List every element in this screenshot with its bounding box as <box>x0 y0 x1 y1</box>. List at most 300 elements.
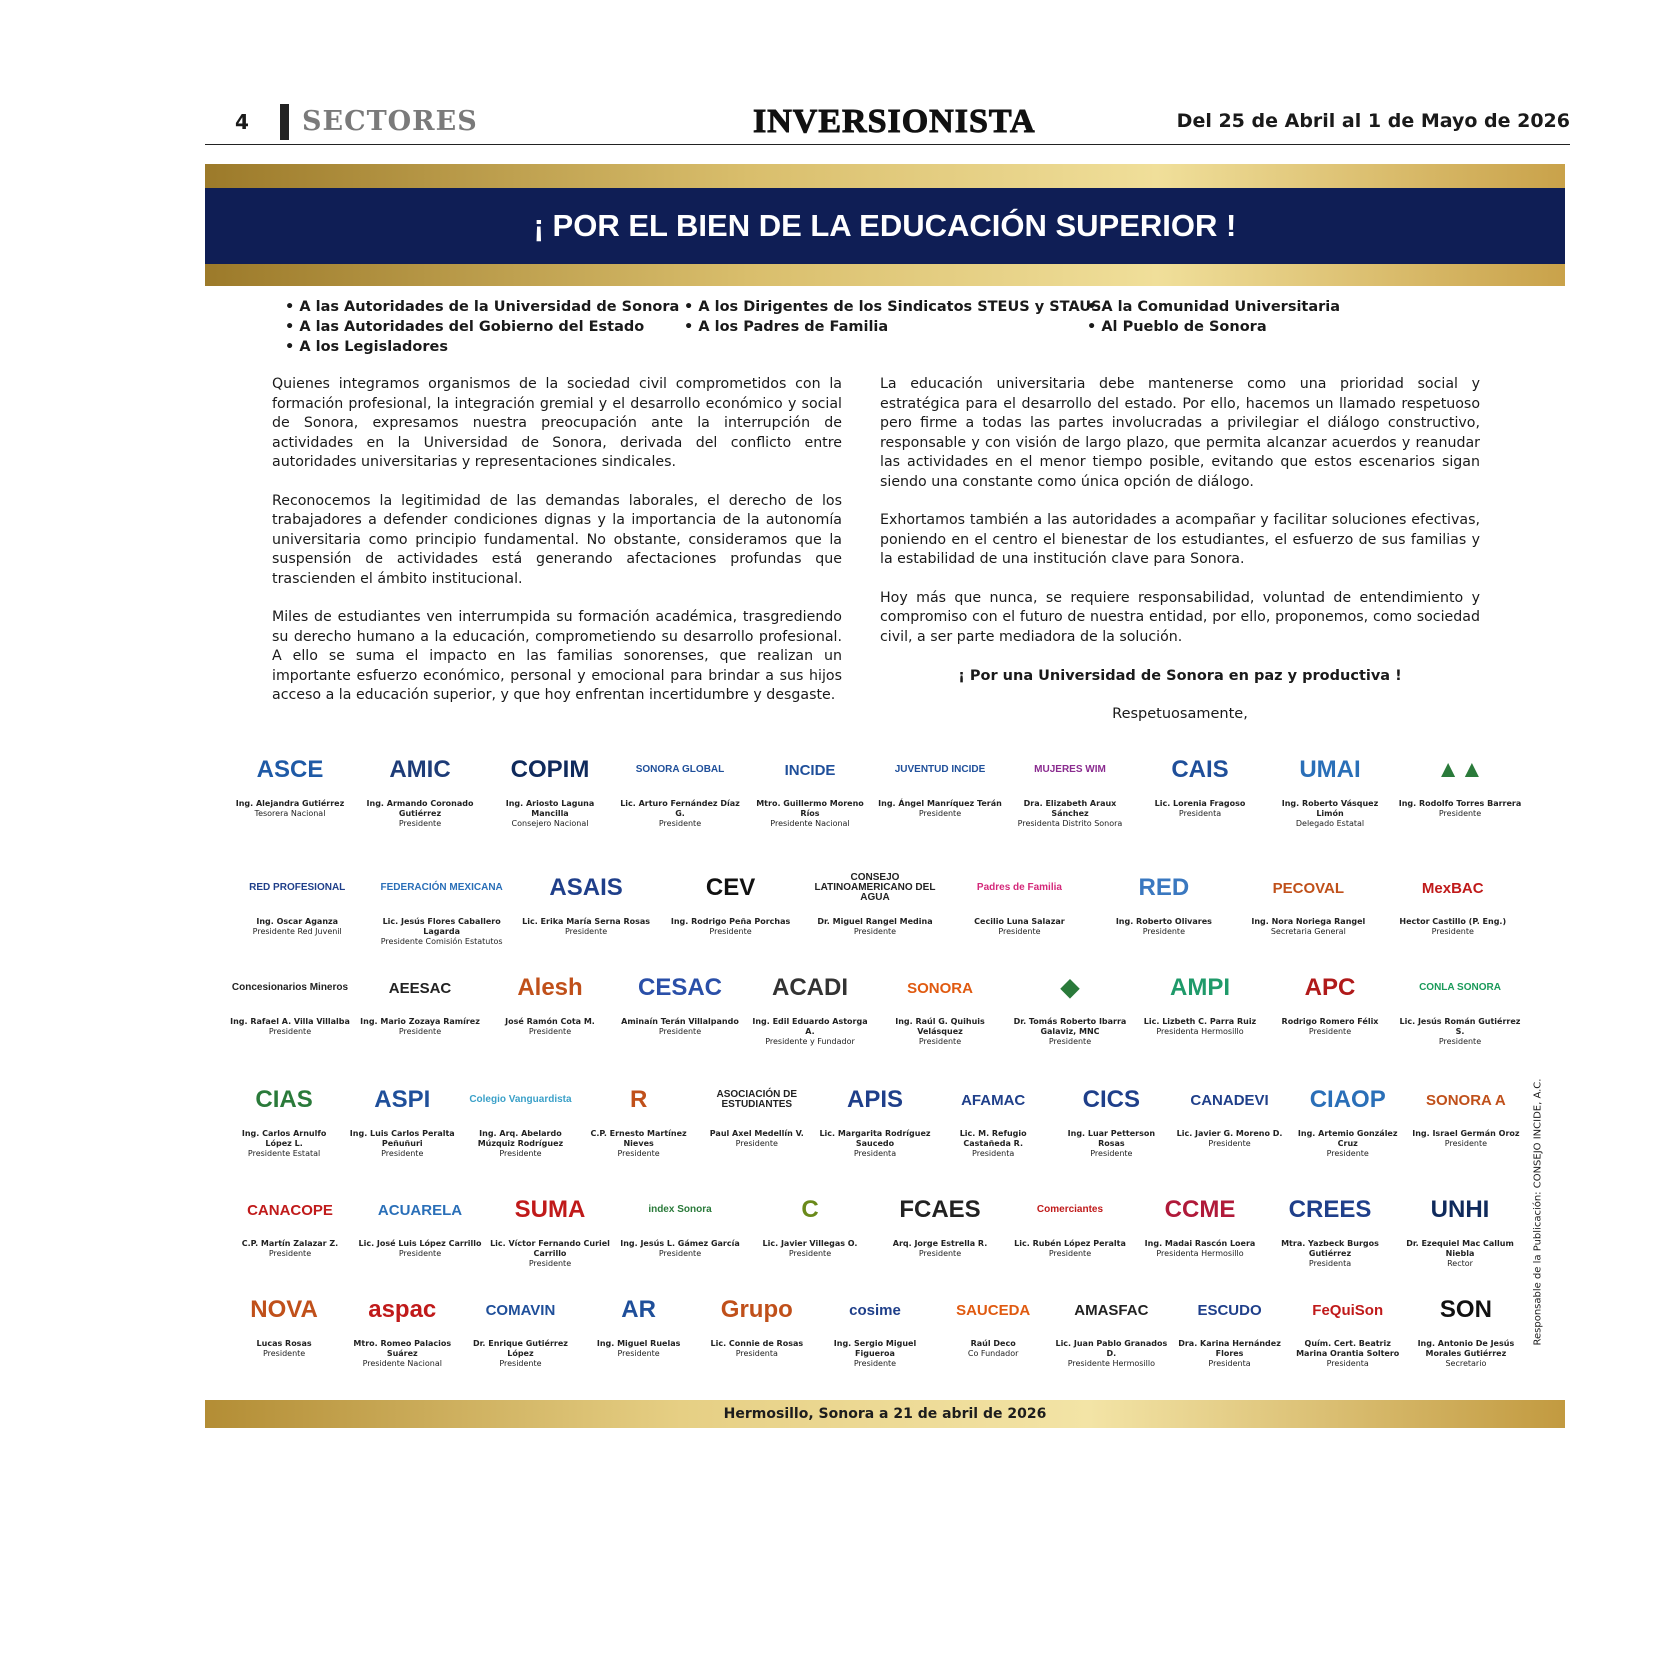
signatory-name: Lic. José Luis López Carrillo <box>358 1239 482 1248</box>
signatory-name: Ing. Jesús L. Gámez García <box>620 1239 740 1248</box>
org-signatory <box>819 1129 931 1159</box>
signatory-role: Presidente <box>262 1349 306 1358</box>
signatory-role: Presidente <box>1438 809 1482 818</box>
org-logo: CANADEVI <box>1190 1091 1269 1109</box>
org-card <box>1268 745 1392 829</box>
org-card <box>1173 1285 1285 1369</box>
signatory-name: Ing. Oscar Aganza <box>256 917 339 926</box>
org-logo: ACADI <box>772 974 848 1001</box>
org-card <box>358 963 482 1037</box>
signatory-role: Presidenta <box>1178 809 1222 818</box>
org-card <box>488 745 612 829</box>
org-card <box>583 1285 695 1359</box>
org-signatory <box>937 1129 1049 1159</box>
org-card <box>1138 963 1262 1037</box>
signatory-name: Ing. Nora Noriega Rangel <box>1251 917 1366 926</box>
signatory-name: Lucas Rosas <box>256 1339 312 1348</box>
title-banner <box>205 188 1565 264</box>
org-card <box>1268 1185 1392 1269</box>
signatory-role: Presidente <box>1048 1249 1092 1258</box>
signatory-role: Rector <box>1447 1259 1473 1268</box>
org-logo: Padres de Familia <box>976 882 1062 893</box>
org-card <box>937 1285 1049 1359</box>
org-signatory <box>1138 1017 1262 1037</box>
org-signatory <box>1398 799 1522 819</box>
org-card <box>878 745 1002 819</box>
gold-stripe-bottom <box>205 264 1565 286</box>
org-logo: index Sonora <box>648 1204 712 1215</box>
org-logo: CONSEJO LATINOAMERICANO DEL AGUA <box>814 872 936 903</box>
org-logo: Comerciantes <box>1036 1204 1104 1215</box>
org-card <box>346 1075 458 1159</box>
addressee: • A las Autoridades del Gobierno del Estado <box>285 317 679 337</box>
org-logo: SUMA <box>514 1196 586 1223</box>
org-row <box>228 745 1528 845</box>
org-logo: CANACOPE <box>247 1201 333 1219</box>
signatory-name: Ing. Roberto Olivares <box>1115 917 1212 926</box>
org-logo: SONORA GLOBAL <box>635 764 725 775</box>
signatory-role: Presidente <box>564 927 608 936</box>
org-card <box>701 1075 813 1149</box>
org-card <box>618 1185 742 1259</box>
org-signatory <box>517 917 655 937</box>
org-card <box>464 1075 576 1159</box>
addressee: • Al Pueblo de Sonora <box>1087 317 1340 337</box>
org-row <box>228 1075 1528 1175</box>
org-signatory <box>1138 799 1262 819</box>
org-signatory <box>1398 1017 1522 1047</box>
signatory-name: Arq. Jorge Estrella R. <box>892 1239 988 1248</box>
signatory-role: Presidente <box>268 1249 312 1258</box>
org-logo: ASCE <box>256 756 324 783</box>
org-card <box>748 1185 872 1259</box>
org-logo: SONORA A <box>1426 1091 1506 1109</box>
signatory-role: Presidente <box>1090 1149 1133 1158</box>
signatory-role: Presidente <box>709 927 752 936</box>
org-card <box>1398 745 1522 819</box>
org-signatory <box>1008 799 1132 829</box>
signatory-name: Lic. Rubén López Peralta <box>1014 1239 1126 1248</box>
org-signatory <box>1055 1129 1167 1159</box>
org-signatory <box>806 917 944 937</box>
org-signatory <box>228 1017 352 1037</box>
org-signatory <box>661 917 799 937</box>
org-logo: ASAIS <box>549 874 623 901</box>
org-signatory <box>1398 1239 1522 1269</box>
signatory-name: Raúl Deco <box>970 1339 1016 1348</box>
org-logo: APIS <box>846 1086 903 1113</box>
issue-date: Del 25 de Abril al 1 de Mayo de 2026 <box>1176 110 1570 132</box>
addressees-col1 <box>285 297 679 357</box>
org-card <box>806 863 944 937</box>
signatory-name: Dr. Tomás Roberto Ibarra Galaviz, MNC <box>1013 1017 1127 1036</box>
org-card <box>748 745 872 829</box>
org-card <box>878 1185 1002 1259</box>
signatory-role: Presidente <box>499 1149 542 1158</box>
org-signatory <box>618 1017 742 1037</box>
org-signatory <box>228 799 352 819</box>
org-logo: ASPI <box>374 1086 431 1113</box>
org-card <box>358 745 482 829</box>
signatory-role: Presidente <box>528 1259 572 1268</box>
org-row <box>228 863 1528 963</box>
signatory-name: Ing. Ariosto Laguna Mancilla <box>505 799 595 818</box>
org-logo: CIAS <box>255 1086 313 1113</box>
org-signatory <box>1095 917 1233 937</box>
org-logo: PECOVAL <box>1272 879 1345 897</box>
org-card <box>1268 963 1392 1037</box>
org-signatory <box>1292 1129 1404 1159</box>
org-card <box>228 1285 340 1359</box>
signatory-name: Ing. Ángel Manríquez Terán <box>878 799 1002 808</box>
signatory-role: Presidente <box>1308 1027 1352 1036</box>
org-logo: NOVA <box>250 1296 318 1323</box>
signatory-name: Dr. Ezequiel Mac Callum Niebla <box>1406 1239 1514 1258</box>
org-card <box>819 1075 931 1159</box>
gold-stripe-top <box>205 164 1565 188</box>
org-signatory <box>1410 1339 1522 1369</box>
signatory-name: Ing. Armando Coronado Gutiérrez <box>366 799 474 818</box>
org-card <box>1095 863 1233 937</box>
org-signatory <box>358 1239 482 1259</box>
signatory-role: Presidente Nacional <box>362 1359 442 1368</box>
signatory-role: Presidente <box>617 1349 660 1358</box>
org-card <box>372 863 510 947</box>
paragraph: Hoy más que nunca, se requiere responsabilidad, voluntad de entendimiento y compromiso con el futuro de nuestra entidad, por ello, proponemos, como sociedad civil, a ser parte mediadora de la solución. <box>880 589 1480 645</box>
signatory-role: Presidente <box>499 1359 542 1368</box>
signatory-name: Cecilio Luna Salazar <box>974 917 1065 926</box>
org-logo: AEESAC <box>388 979 452 997</box>
paragraph: Quienes integramos organismos de la sociedad civil comprometidos con la formación profesional, la integración gremial y el desarrollo económico y social de Sonora, expresamos nuestra preocupación ante la interrupción de actividades en la Universidad de Sonora, derivada del conflicto entre autoridades universitarias y representaciones sindicales. <box>272 376 842 470</box>
org-card <box>488 963 612 1037</box>
signatory-name: Lic. Arturo Fernández Díaz G. <box>620 799 740 818</box>
org-row <box>228 1185 1528 1285</box>
signatory-name: Lic. Juan Pablo Granados D. <box>1055 1339 1168 1358</box>
paragraph: Exhortamos también a las autoridades a acompañar y facilitar soluciones efectivas, poniendo en el centro el bienestar de los estudiantes, el esfuerzo de sus familias y la estabilidad de una institución clave para Sonora. <box>880 512 1480 567</box>
addressee: • A los Dirigentes de los Sindicatos STEUS y STAUS <box>684 297 1101 317</box>
org-logo: AFAMAC <box>961 1091 1026 1109</box>
org-row <box>228 963 1528 1063</box>
signatory-role: Presidente <box>617 1149 660 1158</box>
org-logo: CESAC <box>637 974 722 1001</box>
signatory-role: Presidente <box>735 1139 778 1148</box>
signatory-name: Dra. Elizabeth Araux Sánchez <box>1023 799 1117 818</box>
signatory-name: Quím. Cert. Beatriz Marina Orantia Soltero <box>1296 1339 1400 1358</box>
signatory-name: Mtro. Guillermo Moreno Ríos <box>756 799 864 818</box>
org-logo: aspac <box>368 1296 437 1323</box>
signatory-role: Presidente <box>1326 1149 1369 1158</box>
org-logo: APC <box>1304 974 1356 1001</box>
org-logo: SAUCEDA <box>956 1301 1031 1319</box>
org-card <box>1398 1185 1522 1269</box>
signatory-role: Presidente <box>658 819 702 828</box>
org-signatory <box>878 1017 1002 1047</box>
page-number: 4 <box>235 110 249 134</box>
org-logo: C <box>801 1196 819 1223</box>
org-logo: UMAI <box>1299 756 1361 783</box>
signatory-role: Presidente <box>918 1249 962 1258</box>
signatory-name: Dr. Miguel Rangel Medina <box>817 917 933 926</box>
addressee: • A los Legisladores <box>285 337 679 357</box>
signatory-role: Presidente <box>1444 1139 1488 1148</box>
signatory-role: Consejero Nacional <box>511 819 589 828</box>
org-card <box>346 1285 458 1369</box>
signatory-role: Presidenta <box>1308 1259 1352 1268</box>
org-logo: CREES <box>1288 1196 1372 1223</box>
signatory-role: Tesorera Nacional <box>254 809 326 818</box>
org-logo: UNHI <box>1430 1196 1490 1223</box>
signatory-role: Presidente <box>398 1027 442 1036</box>
org-logo: Alesh <box>517 974 583 1001</box>
signatory-role: Presidente Nacional <box>770 819 850 828</box>
org-logo: CEV <box>705 874 756 901</box>
signatory-role: Presidente <box>918 1037 962 1046</box>
org-signatory <box>346 1129 458 1159</box>
signatory-role: Presidente <box>918 809 962 818</box>
signatory-name: Lic. Javier Villegas O. <box>762 1239 858 1248</box>
org-card <box>1138 745 1262 819</box>
org-card <box>1239 863 1377 937</box>
signatory-name: Mtra. Yazbeck Burgos Gutiérrez <box>1281 1239 1379 1258</box>
org-card <box>1055 1075 1167 1159</box>
org-card <box>819 1285 931 1369</box>
signatory-name: Ing. Artemio González Cruz <box>1297 1129 1398 1148</box>
org-signatory <box>1173 1129 1285 1149</box>
signatory-role: Presidente <box>1048 1037 1092 1046</box>
org-logo: Colegio Vanguardista <box>469 1094 572 1105</box>
org-card <box>701 1285 813 1359</box>
org-logo: CIAOP <box>1309 1086 1386 1113</box>
org-signatory <box>819 1339 931 1369</box>
org-signatory <box>358 799 482 829</box>
org-logo: ESCUDO <box>1197 1301 1262 1319</box>
signatory-role: Presidenta <box>1208 1359 1251 1368</box>
org-card <box>1138 1185 1262 1259</box>
signatory-role: Presidente <box>788 1249 832 1258</box>
signatory-name: Ing. Raúl G. Quihuis Velásquez <box>895 1017 985 1036</box>
signatory-name: Ing. Mario Zozaya Ramírez <box>360 1017 480 1026</box>
org-signatory <box>701 1129 813 1149</box>
signatory-name: Aminaín Terán Villalpando <box>621 1017 739 1026</box>
org-logo: INCIDE <box>784 761 836 779</box>
signatory-name: Ing. Alejandra Gutiérrez <box>235 799 345 808</box>
org-card <box>1410 1075 1522 1149</box>
org-logo: COPIM <box>510 756 590 783</box>
signatory-name: Ing. Madai Rascón Loera <box>1144 1239 1256 1248</box>
org-logo: MUJERES WIM <box>1034 764 1106 775</box>
org-row <box>228 1285 1528 1385</box>
signatory-name: Lic. Jesús Román Gutiérrez S. <box>1399 1017 1521 1036</box>
org-card <box>228 745 352 819</box>
signatory-name: Ing. Luis Carlos Peralta Peñuñuri <box>349 1129 455 1148</box>
signatory-role: Secretario <box>1445 1359 1487 1368</box>
org-logo: RED PROFESIONAL <box>249 882 346 893</box>
org-logo: CCME <box>1164 1196 1236 1223</box>
signatory-role: Presidenta <box>972 1149 1015 1158</box>
signatory-role: Presidente <box>398 1249 442 1258</box>
signatory-name: Ing. Edil Eduardo Astorga A. <box>752 1017 868 1036</box>
org-logo: ▲▲ <box>1436 756 1484 783</box>
paragraph: Miles de estudiantes ven interrumpida su formación académica, trasgrediendo su derecho humano a la educación, comprometiendo su desarrollo profesional. A ello se suma el impacto en las familias sonorenses, que realizan un importante esfuerzo económico, personal y emocional para brindar a sus hijos acceso a la educación superior, y que hoy enfrentan incertidumbre y desgaste. <box>272 609 842 703</box>
farewell: Respetuosamente, <box>1112 706 1248 722</box>
signatory-name: Ing. Israel Germán Oroz <box>1412 1129 1520 1138</box>
paragraph: Reconocemos la legitimidad de las demandas laborales, el derecho de los trabajadores a defender condiciones dignas y la importancia de la autonomía universitaria como principio fundamental. No obstante, consideramos que la suspensión de actividades está generando afectaciones profundas que trascienden el ámbito institucional. <box>272 492 842 587</box>
org-card <box>358 1185 482 1259</box>
signatory-role: Presidente Estatal <box>247 1149 321 1158</box>
org-card <box>1384 863 1522 937</box>
org-logo: R <box>629 1086 648 1113</box>
org-card <box>228 1185 352 1259</box>
org-signatory <box>878 799 1002 819</box>
org-signatory <box>1055 1339 1167 1369</box>
publication-responsible <box>1528 1078 1548 1350</box>
org-logo: AMASFAC <box>1074 1301 1149 1319</box>
body-left-column <box>272 375 842 725</box>
org-card <box>228 863 366 937</box>
org-signatory <box>878 1239 1002 1259</box>
org-card <box>618 745 742 829</box>
org-signatory <box>488 1239 612 1269</box>
org-signatory <box>228 1129 340 1159</box>
signatory-name: Lic. Lizbeth C. Parra Ruiz <box>1143 1017 1257 1026</box>
signatory-name: Lic. Lorenia Fragoso <box>1154 799 1246 808</box>
signatory-name: Ing. Rodolfo Torres Barrera <box>1398 799 1522 808</box>
signatory-name: C.P. Martín Zalazar Z. <box>241 1239 339 1248</box>
org-logo: SON <box>1439 1296 1492 1323</box>
org-signatory <box>618 799 742 829</box>
signatory-name: Ing. Luar Petterson Rosas <box>1067 1129 1156 1148</box>
signatory-name: Dra. Karina Hernández Flores <box>1178 1339 1281 1358</box>
org-card <box>937 1075 1049 1159</box>
org-card <box>517 863 655 937</box>
org-signatory <box>1008 1017 1132 1047</box>
org-signatory <box>937 1339 1049 1359</box>
org-logo: FCAES <box>899 1196 981 1223</box>
org-logo: JUVENTUD INCIDE <box>894 764 986 775</box>
signatory-role: Presidente <box>1208 1139 1251 1148</box>
org-logo: ◆ <box>1060 974 1080 1001</box>
org-card <box>488 1185 612 1269</box>
org-signatory <box>464 1339 576 1369</box>
section-name: SECTORES <box>302 106 478 137</box>
signatory-name: Ing. Carlos Arnulfo López L. <box>241 1129 327 1148</box>
signatory-role: Secretaria General <box>1270 927 1346 936</box>
org-logo: Grupo <box>720 1296 793 1323</box>
signatory-role: Presidente <box>658 1027 702 1036</box>
signatory-role: Presidenta <box>853 1149 897 1158</box>
org-card <box>228 963 352 1037</box>
signatory-role: Presidenta Hermosillo <box>1156 1027 1244 1036</box>
org-logo: COMAVIN <box>485 1301 556 1319</box>
org-signatory <box>228 1339 340 1359</box>
org-signatory <box>1292 1339 1404 1369</box>
org-card <box>1008 963 1132 1047</box>
signatory-name: Mtro. Romeo Palacios Suárez <box>353 1339 452 1358</box>
addressees-col3 <box>1087 297 1340 337</box>
org-logo: cosime <box>849 1301 901 1319</box>
publication-responsible-text: Responsable de la Publicación: CONSEJO INCIDE, A.C. <box>1532 1078 1544 1346</box>
org-card <box>1410 1285 1522 1369</box>
org-signatory <box>1173 1339 1285 1369</box>
signatory-name: Ing. Miguel Ruelas <box>596 1339 681 1348</box>
org-signatory <box>583 1129 695 1159</box>
org-signatory <box>1410 1129 1522 1149</box>
org-logo: SONORA <box>907 979 973 997</box>
org-logo: CICS <box>1082 1086 1141 1113</box>
org-card <box>1173 1075 1285 1149</box>
signatory-name: Ing. Rodrigo Peña Porchas <box>670 917 791 926</box>
org-signatory <box>701 1339 813 1359</box>
signatory-name: Rodrigo Romero Félix <box>1281 1017 1379 1026</box>
org-signatory <box>488 799 612 829</box>
signatory-role: Presidente <box>853 927 897 936</box>
org-card <box>583 1075 695 1159</box>
signatory-name: Hector Castillo (P. Eng.) <box>1399 917 1507 926</box>
org-card <box>748 963 872 1047</box>
signatory-name: Ing. Roberto Vásquez Limón <box>1281 799 1379 818</box>
signatory-role: Delegado Estatal <box>1295 819 1365 828</box>
org-signatory <box>583 1339 695 1359</box>
motto: ¡ Por una Universidad de Sonora en paz y productiva ! <box>958 668 1402 684</box>
org-card <box>1008 1185 1132 1259</box>
signatory-role: Presidenta Hermosillo <box>1156 1249 1244 1258</box>
signatory-role: Presidente <box>1438 1037 1482 1046</box>
org-logo: CONLA SONORA <box>1419 982 1501 993</box>
org-signatory <box>1268 1239 1392 1269</box>
org-signatory <box>1268 799 1392 829</box>
org-logo: Concesionarios Mineros <box>231 982 349 993</box>
paragraph: La educación universitaria debe mantenerse como una prioridad social y estratégica para el desarrollo del estado. Por ello, hacemos un llamado respetuoso pero firme a todas las partes involucradas a privilegiar el diálogo constructivo, responsable y con visión de largo plazo, que permita alcanzar acuerdos y reanudar las actividades en el menor tiempo posible, evitando que estos escenarios sigan siendo una constante como única opción de diálogo. <box>880 376 1480 490</box>
org-signatory <box>748 799 872 829</box>
signatory-name: Ing. Rafael A. Villa Villalba <box>230 1017 350 1026</box>
org-signatory <box>618 1239 742 1259</box>
org-signatory <box>748 1239 872 1259</box>
org-logo: MexBAC <box>1421 879 1484 897</box>
org-card <box>228 1075 340 1159</box>
org-card <box>661 863 799 937</box>
org-signatory <box>346 1339 458 1369</box>
signatory-name: Lic. Connie de Rosas <box>710 1339 804 1348</box>
org-card <box>464 1285 576 1369</box>
signatory-role: Co Fundador <box>967 1349 1019 1358</box>
org-logo: AR <box>621 1296 656 1323</box>
signatory-role: Presidente <box>658 1249 702 1258</box>
signatory-name: Dr. Enrique Gutiérrez López <box>472 1339 568 1358</box>
footer-dateline: Hermosillo, Sonora a 21 de abril de 2026 <box>205 1400 1565 1428</box>
org-logo: ACUARELA <box>377 1201 463 1219</box>
org-signatory <box>1008 1239 1132 1259</box>
signatory-name: Lic. Víctor Fernando Curiel Carrillo <box>490 1239 610 1258</box>
signatory-name: Paul Axel Medellín V. <box>709 1129 804 1138</box>
org-signatory <box>1384 917 1522 937</box>
addressees-col2 <box>684 297 1101 337</box>
signatory-role: Presidenta <box>735 1349 778 1358</box>
signatory-role: Presidente y Fundador <box>765 1037 855 1046</box>
org-card <box>950 863 1088 937</box>
section-bar <box>280 104 289 140</box>
org-card <box>1292 1285 1404 1369</box>
signatory-role: Presidente Hermosillo <box>1067 1359 1155 1368</box>
org-card <box>1398 963 1522 1047</box>
org-logo: CAIS <box>1171 756 1229 783</box>
org-card <box>1292 1075 1404 1159</box>
signatory-role: Presidente <box>398 819 442 828</box>
page-header <box>205 100 1570 145</box>
org-logo: RED <box>1138 874 1190 901</box>
signatory-name: Lic. Javier G. Moreno D. <box>1176 1129 1283 1138</box>
org-logo: FeQuiSon <box>1312 1301 1384 1319</box>
org-signatory <box>1268 1017 1392 1037</box>
